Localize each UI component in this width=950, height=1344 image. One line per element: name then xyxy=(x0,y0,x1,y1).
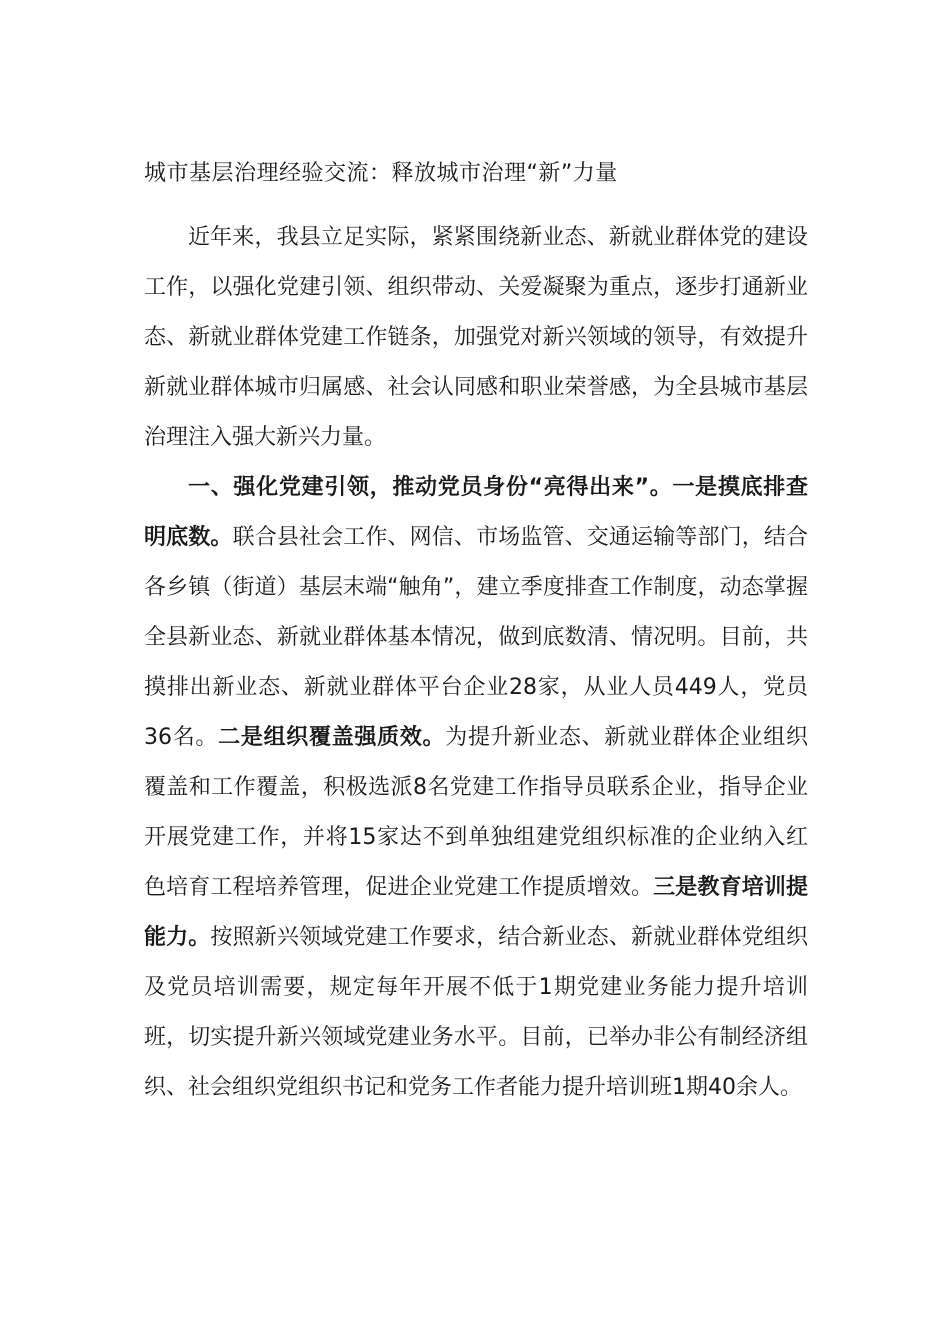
section-one-paragraph xyxy=(144,463,808,1113)
point1-text: 联合县社会工作、网信、市场监管、交通运输等部门，结合各乡镇（街道）基层末端“触角”，建立季度排查工作制度，动态掌握全县新业态、新就业群体基本情况，做到底数清、情况明。目前，共摸排出新业态、新就业群体平台企业28家，从业人员449人，党员36名。 xyxy=(144,525,808,750)
point2-heading: 二是组织覆盖强质效。 xyxy=(218,725,446,750)
point1-heading: 一是摸底排查明底数。 xyxy=(144,475,808,550)
intro-paragraph: 近年来，我县立足实际，紧紧围绕新业态、新就业群体党的建设工作，以强化党建引领、组织带动、关爱凝聚为重点，逐步打通新业态、新就业群体党建工作链条，加强党对新兴领域的领导，有效提升新就业群体城市归属感、社会认同感和职业荣誉感，为全县城市基层治理注入强大新兴力量。 xyxy=(144,225,808,450)
section-one-heading: 一、强化党建引领，推动党员身份“亮得出来”。 xyxy=(188,475,673,500)
document-title: 城市基层治理经验交流：释放城市治理“新”力量 xyxy=(144,161,618,186)
point3-heading: 三是教育培训提能力。 xyxy=(144,875,808,950)
point2-text: 为提升新业态、新就业群体企业组织覆盖和工作覆盖，积极选派8名党建工作指导员联系企业，指导企业开展党建工作，并将15家达不到单独组建党组织标准的企业纳入红色培育工程培养管理，促进企业党建工作提质增效。 xyxy=(144,725,808,900)
point3-text: 按照新兴领域党建工作要求，结合新业态、新就业群体党组织及党员培训需要，规定每年开展不低于1期党建业务能力提升培训班，切实提升新兴领域党建业务水平。目前，已举办非公有制经济组织、社会组织党组织书记和党务工作者能力提升培训班1期40余人。 xyxy=(144,925,808,1100)
